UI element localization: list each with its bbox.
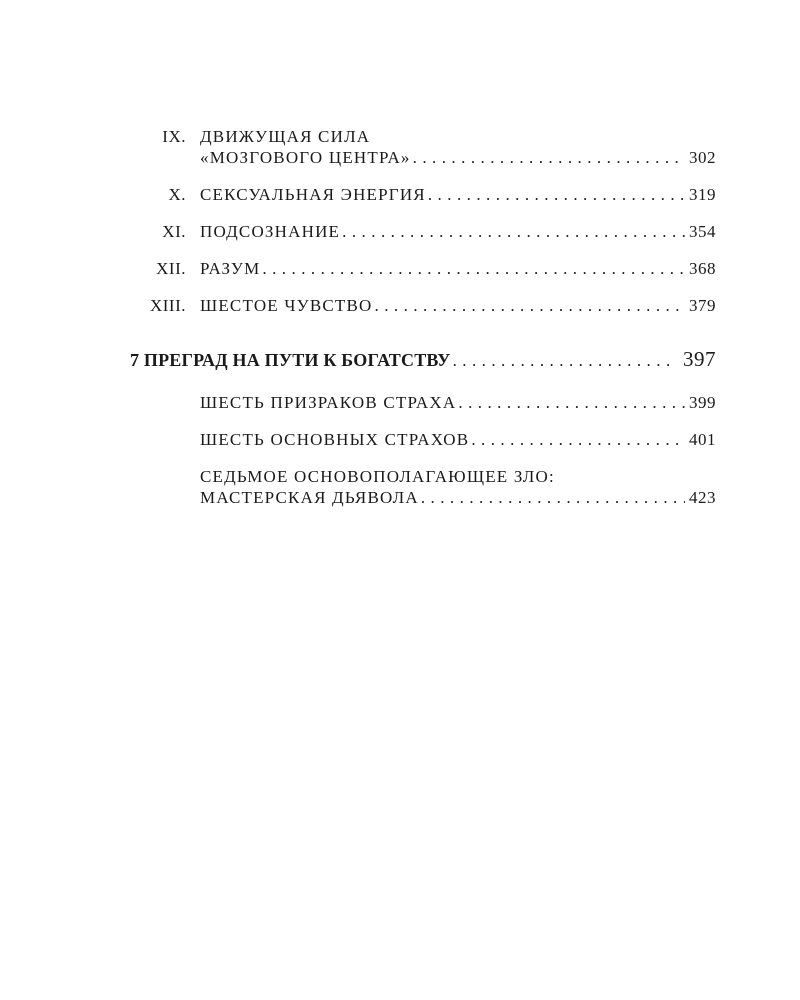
chapter-title-continued: «МОЗГОВОГО ЦЕНТРА» [200, 148, 411, 167]
page-number: 397 [683, 347, 716, 371]
dot-leader [262, 258, 685, 280]
chapter-number: XII. [156, 259, 186, 278]
dot-leader [428, 184, 685, 206]
dot-leader [375, 295, 685, 317]
toc-entry-x[interactable] [130, 184, 716, 221]
subentry-title-continued: МАСТЕРСКАЯ ДЬЯВОЛА [200, 488, 419, 507]
toc-entry-xiii[interactable] [130, 295, 716, 332]
toc-section-heading[interactable] [130, 346, 716, 392]
page-number: 368 [689, 259, 716, 278]
chapter-title: РАЗУМ [200, 259, 261, 278]
subentry-title: ШЕСТЬ ОСНОВНЫХ СТРАХОВ [200, 430, 470, 449]
subentry-title-line [200, 466, 716, 488]
dot-leader [342, 221, 685, 243]
chapter-title-line [200, 126, 716, 148]
chapter-title: ДВИЖУЩАЯ СИЛА [200, 127, 371, 146]
chapter-title-line [200, 295, 716, 317]
subentry-title-line [200, 429, 716, 451]
table-of-contents [130, 126, 716, 524]
toc-entry-ix[interactable] [130, 126, 716, 184]
page-number: 401 [689, 430, 716, 449]
page-number: 423 [689, 488, 716, 507]
chapter-title: ПОДСОЗНАНИЕ [200, 222, 341, 241]
subentry-title: ШЕСТЬ ПРИЗРАКОВ СТРАХА [200, 393, 457, 412]
page-number: 379 [689, 296, 716, 315]
dot-leader [458, 392, 685, 414]
chapter-title-line [200, 147, 716, 169]
chapter-title: СЕКСУАЛЬНАЯ ЭНЕРГИЯ [200, 185, 426, 204]
chapter-number: XIII. [149, 296, 186, 315]
chapter-title: ШЕСТОЕ ЧУВСТВО [200, 296, 373, 315]
page-number: 399 [689, 393, 716, 412]
chapter-title-line [200, 184, 716, 206]
dot-leader [421, 487, 685, 509]
toc-entry-xii[interactable] [130, 258, 716, 295]
dot-leader [413, 147, 685, 169]
page-number: 354 [689, 222, 716, 241]
toc-subentry[interactable] [130, 429, 716, 466]
subentry-title: СЕДЬМОЕ ОСНОВОПОЛАГАЮЩЕЕ ЗЛО: [200, 467, 555, 486]
subentry-title-line [200, 392, 716, 414]
dot-leader [453, 347, 669, 374]
toc-subentry[interactable] [130, 466, 716, 524]
chapter-number: XI. [162, 222, 186, 241]
chapter-title-line [200, 258, 716, 280]
toc-entry-xi[interactable] [130, 221, 716, 258]
dot-leader [471, 429, 685, 451]
chapter-number: IX. [162, 127, 186, 146]
toc-subentry[interactable] [130, 392, 716, 429]
chapter-title-line [200, 221, 716, 243]
page-number: 319 [689, 185, 716, 204]
page-number: 302 [689, 148, 716, 167]
section-title: 7 ПРЕГРАД НА ПУТИ К БОГАТСТВУ [130, 350, 451, 370]
subentry-title-line [200, 487, 716, 509]
chapter-number: X. [168, 185, 186, 204]
